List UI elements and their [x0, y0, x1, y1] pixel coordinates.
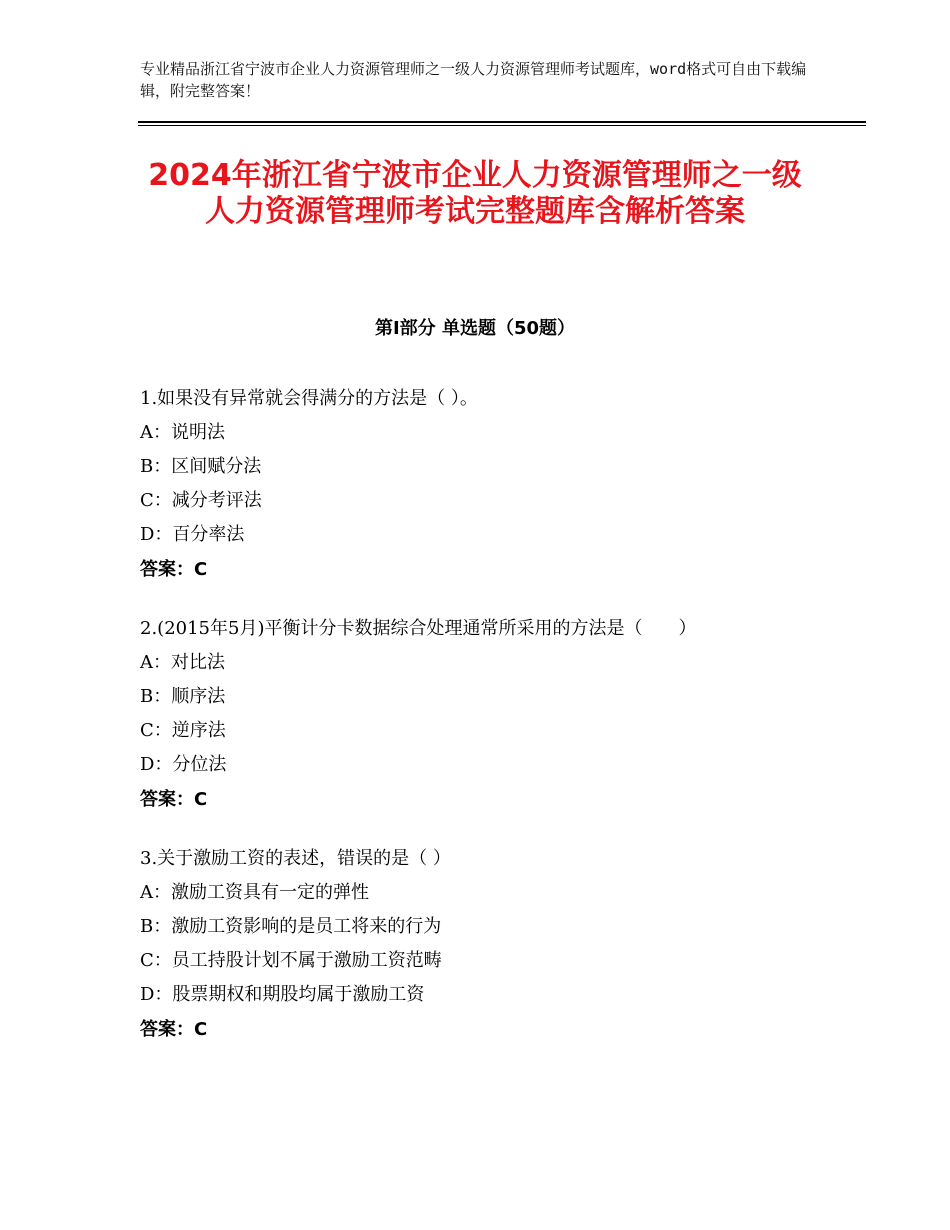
- section-title: 第Ⅰ部分 单选题（50题）: [374, 318, 575, 339]
- option-b: B：顺序法: [140, 686, 226, 707]
- option-c: C：减分考评法: [140, 490, 262, 511]
- question-stem: 2.(2015年5月)平衡计分卡数据综合处理通常所采用的方法是（ ）: [140, 618, 697, 639]
- question-3: [140, 842, 820, 1048]
- document-title: 2024年浙江省宁波市企业人力资源管理师之一级人力资源管理师考试完整题库含解析答案: [148, 158, 802, 229]
- option-c: C：员工持股计划不属于激励工资范畴: [140, 950, 442, 971]
- answer: 答案：C: [140, 559, 208, 580]
- option-a: A：对比法: [140, 652, 225, 673]
- header-rule-thick: [138, 121, 866, 123]
- question-1: [140, 382, 820, 588]
- answer: 答案：C: [140, 1019, 208, 1040]
- option-b: B：区间赋分法: [140, 456, 262, 477]
- question-stem: 1.如果没有异常就会得满分的方法是（ ）。: [140, 388, 478, 409]
- header-note: 专业精品浙江省宁波市企业人力资源管理师之一级人力资源管理师考试题库，word格式可自由下载编辑，附完整答案！: [140, 60, 807, 100]
- question-list: [140, 382, 820, 1072]
- option-a: A：激励工资具有一定的弹性: [140, 882, 369, 903]
- option-d: D：分位法: [140, 754, 227, 775]
- option-d: D：百分率法: [140, 524, 245, 545]
- option-c: C：逆序法: [140, 720, 226, 741]
- option-b: B：激励工资影响的是员工将来的行为: [140, 916, 442, 937]
- question-stem: 3.关于激励工资的表述，错误的是（ ）: [140, 848, 451, 869]
- answer: 答案：C: [140, 789, 208, 810]
- header-rule-thin: [138, 125, 866, 126]
- option-a: A：说明法: [140, 422, 225, 443]
- option-d: D：股票期权和期股均属于激励工资: [140, 984, 425, 1005]
- question-2: [140, 612, 820, 818]
